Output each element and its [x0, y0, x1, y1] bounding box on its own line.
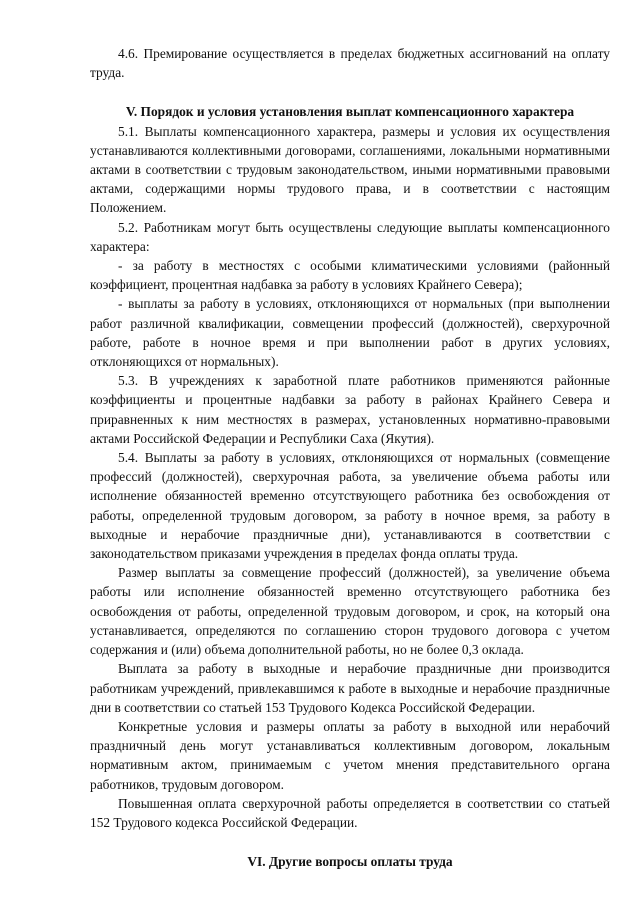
paragraph-5-4: 5.4. Выплаты за работу в условиях, отклоняющихся от нормальных (совмещение профессий (должностей), сверхурочная работа, за увеличение объема работы или исполнение обязанностей временно отсутствующего работника без освобождения от работы, определенной трудовым договором, за работу в ночное время, за работу в выходные и нерабочие праздничные дни), устанавливаются в соответствии с законодательством приказами учреждения в пределах фонда оплаты труда.	[90, 450, 610, 562]
section-6-heading: VI. Другие вопросы оплаты труда	[247, 854, 453, 870]
list-item-climatic: - за работу в местностях с особыми климатическими условиями (районный коэффициент, процентная надбавка за работу в условиях Крайнего Севера);	[90, 258, 610, 293]
paragraph-combining-professions: Размер выплаты за совмещение профессий (должностей), за увеличение объема работы или исполнение обязанностей временно отсутствующего работника без освобождения от работы, определенной трудовым договором, и срок, на который она устанавливается, определяются по соглашению сторон трудового договора с учетом содержания и (или) объема дополнительной работы, но не более 0,3 оклада.	[90, 565, 610, 658]
paragraph-5-2: 5.2. Работникам могут быть осуществлены следующие выплаты компенсационного характера:	[90, 219, 610, 254]
paragraph-5-1: 5.1. Выплаты компенсационного характера, размеры и условия их осуществления устанавливаются коллективными договорами, соглашениями, локальными нормативными актами в соответствии с трудовым законодательством, иными нормативными правовыми актами, содержащими нормы трудового права, и в соответствии с настоящим Положением.	[90, 123, 610, 216]
paragraph-holiday-pay: Выплата за работу в выходные и нерабочие праздничные дни производится работникам учреждений, привлекавшимся к работе в выходные и нерабочие праздничные дни в соответствии со статьей 153 Трудового Кодекса Российской Федерации.	[90, 661, 610, 715]
document-body	[90, 44, 610, 871]
paragraph-5-3: 5.3. В учреждениях к заработной плате работников применяются районные коэффициенты и процентные надбавки за работу в районах Крайнего Севера и приравненных к ним местностях в размерах, установленных нормативно-правовыми актами Российской Федерации и Республики Саха (Якутия).	[90, 373, 610, 446]
paragraph-4-6: 4.6. Премирование осуществляется в пределах бюджетных ассигнований на оплату труда.	[90, 46, 610, 81]
section-5-heading: V. Порядок и условия установления выплат компенсационного характера	[125, 104, 575, 120]
paragraph-holiday-conditions: Конкретные условия и размеры оплаты за работу в выходной или нерабочий праздничный день могут устанавливаться коллективным договором, локальным нормативным актом, принимаемым с учетом мнения представительного органа работников, трудовым договором.	[90, 718, 610, 792]
paragraph-overtime: Повышенная оплата сверхурочной работы определяется в соответствии со статьей 152 Трудового кодекса Российской Федерации.	[90, 795, 610, 830]
list-item-abnormal-conditions: - выплаты за работу в условиях, отклоняющихся от нормальных (при выполнении работ различной квалификации, совмещении профессий (должностей), сверхурочной работе, работе в ночное время и при выполнении работ в других условиях, отклоняющихся от нормальных).	[90, 296, 610, 370]
